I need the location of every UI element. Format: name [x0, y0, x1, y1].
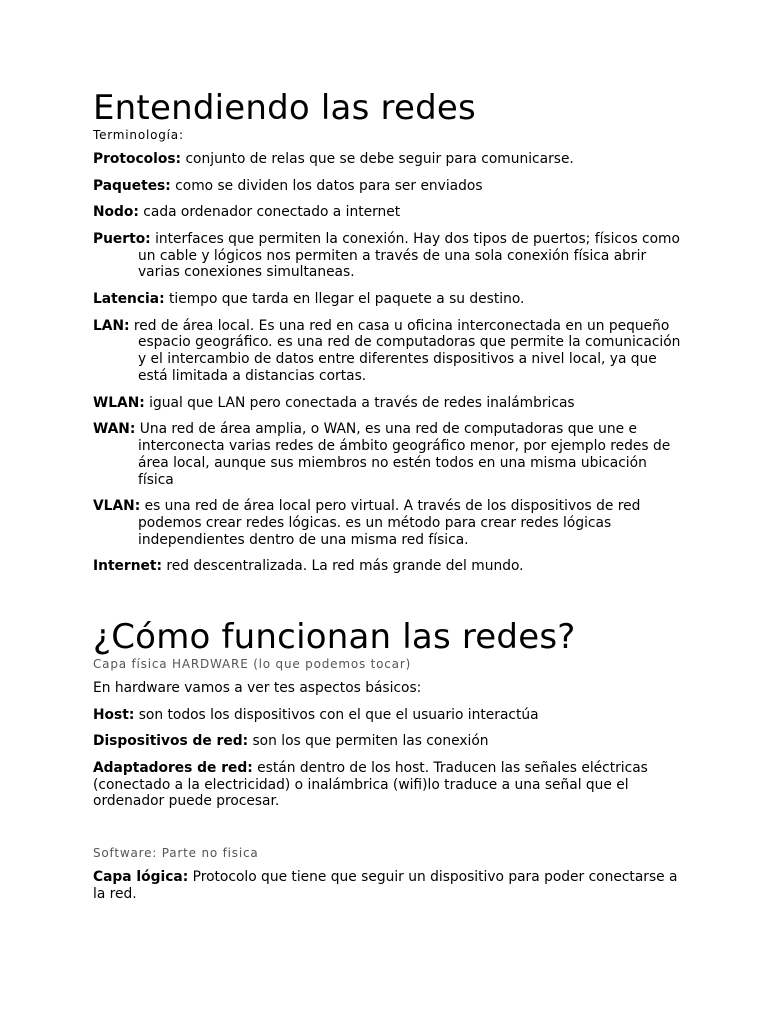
term-label: WLAN: [93, 394, 145, 411]
item-text: Protocolo que tiene que seguir un dispositivo para poder conectarse a la red. [93, 869, 678, 903]
definition-paquetes [93, 178, 683, 195]
definition-text: interfaces que permiten la conexión. Hay dos tipos de puertos; físicos como un cable y lógicos nos permiten a través de una sola conexión física abrir varias conexiones simultaneas. [138, 230, 680, 281]
term-label: Protocolos: [93, 151, 182, 167]
definition-wan [93, 421, 683, 488]
hardware-intro: En hardware vamos a ver tes aspectos básicos: [93, 680, 422, 697]
terminology-subtitle: Terminología: [93, 128, 184, 142]
definition-wlan [93, 395, 683, 412]
item-text: son los que permiten las conexión [248, 733, 489, 750]
term-label: Host: [93, 706, 135, 723]
section-title-how-networks-work: ¿Cómo funcionan las redes? [93, 617, 576, 658]
definition-text: como se dividen los datos para ser enviados [170, 177, 483, 194]
term-label: VLAN: [93, 498, 141, 515]
item-text: están dentro de los host. Traducen las señales eléctricas (conectado a la electricidad) o inalámbrica (wifi)lo traduce a una señal que el ordenador puede procesar. [93, 759, 648, 810]
definition-text: red de área local. Es una red en casa u oficina interconectada en un pequeño espacio geográfico. es una red de computadoras que permite la comunicación y el intercambio de datos entre diferentes dispositivos a nivel local, ya que está limitada a distancias cortas. [129, 317, 681, 384]
hardware-subtitle: Capa física HARDWARE (lo que podemos tocar) [93, 657, 412, 672]
definition-latencia [93, 291, 683, 308]
definition-text: red descentralizada. La red más grande del mundo. [162, 558, 524, 575]
definition-text: conjunto de relas que se debe seguir para comunicarse. [181, 151, 574, 167]
definition-nodo [93, 204, 683, 221]
item-dispositivos-de-red [93, 733, 683, 750]
term-label: Nodo: [93, 204, 139, 221]
item-adaptadores-de-red [93, 760, 683, 810]
term-label: Internet: [93, 558, 163, 575]
definition-text: igual que LAN pero conectada a través de redes inalámbricas [144, 394, 575, 411]
software-subtitle: Software: Parte no fisica [93, 846, 259, 861]
definition-lan [93, 318, 683, 385]
term-label: LAN: [93, 317, 130, 334]
definition-text: tiempo que tarda en llegar el paquete a su destino. [164, 290, 525, 307]
term-label: Paquetes: [93, 177, 171, 194]
definition-puerto [93, 231, 683, 281]
item-text: son todos los dispositivos con el que el usuario interactúa [134, 706, 539, 723]
item-host [93, 707, 683, 724]
definition-internet [93, 558, 683, 575]
definition-text: Una red de área amplia, o WAN, es una red de computadoras que une e interconecta varias redes de ámbito geográfico menor, por ejemplo redes de área local, aunque sus miembros no estén todos en una misma ubicación física [135, 421, 671, 488]
term-label: Capa lógica: [93, 869, 189, 886]
document-content [93, 88, 683, 913]
definition-text: es una red de área local pero virtual. A través de los dispositivos de red podemos crear redes lógicas. es un método para crear redes lógicas independientes dentro de una misma red física. [138, 498, 641, 548]
section-title-networks: Entendiendo las redes [93, 88, 476, 128]
term-label: WAN: [93, 421, 136, 438]
item-capa-logica [93, 869, 683, 903]
definition-text: cada ordenador conectado a internet [138, 204, 401, 221]
term-label: Dispositivos de red: [93, 733, 249, 750]
term-label: Adaptadores de red: [93, 759, 253, 776]
definition-protocolos [93, 151, 683, 168]
definition-vlan [93, 498, 683, 548]
term-label: Puerto: [93, 230, 151, 247]
term-label: Latencia: [93, 290, 165, 307]
